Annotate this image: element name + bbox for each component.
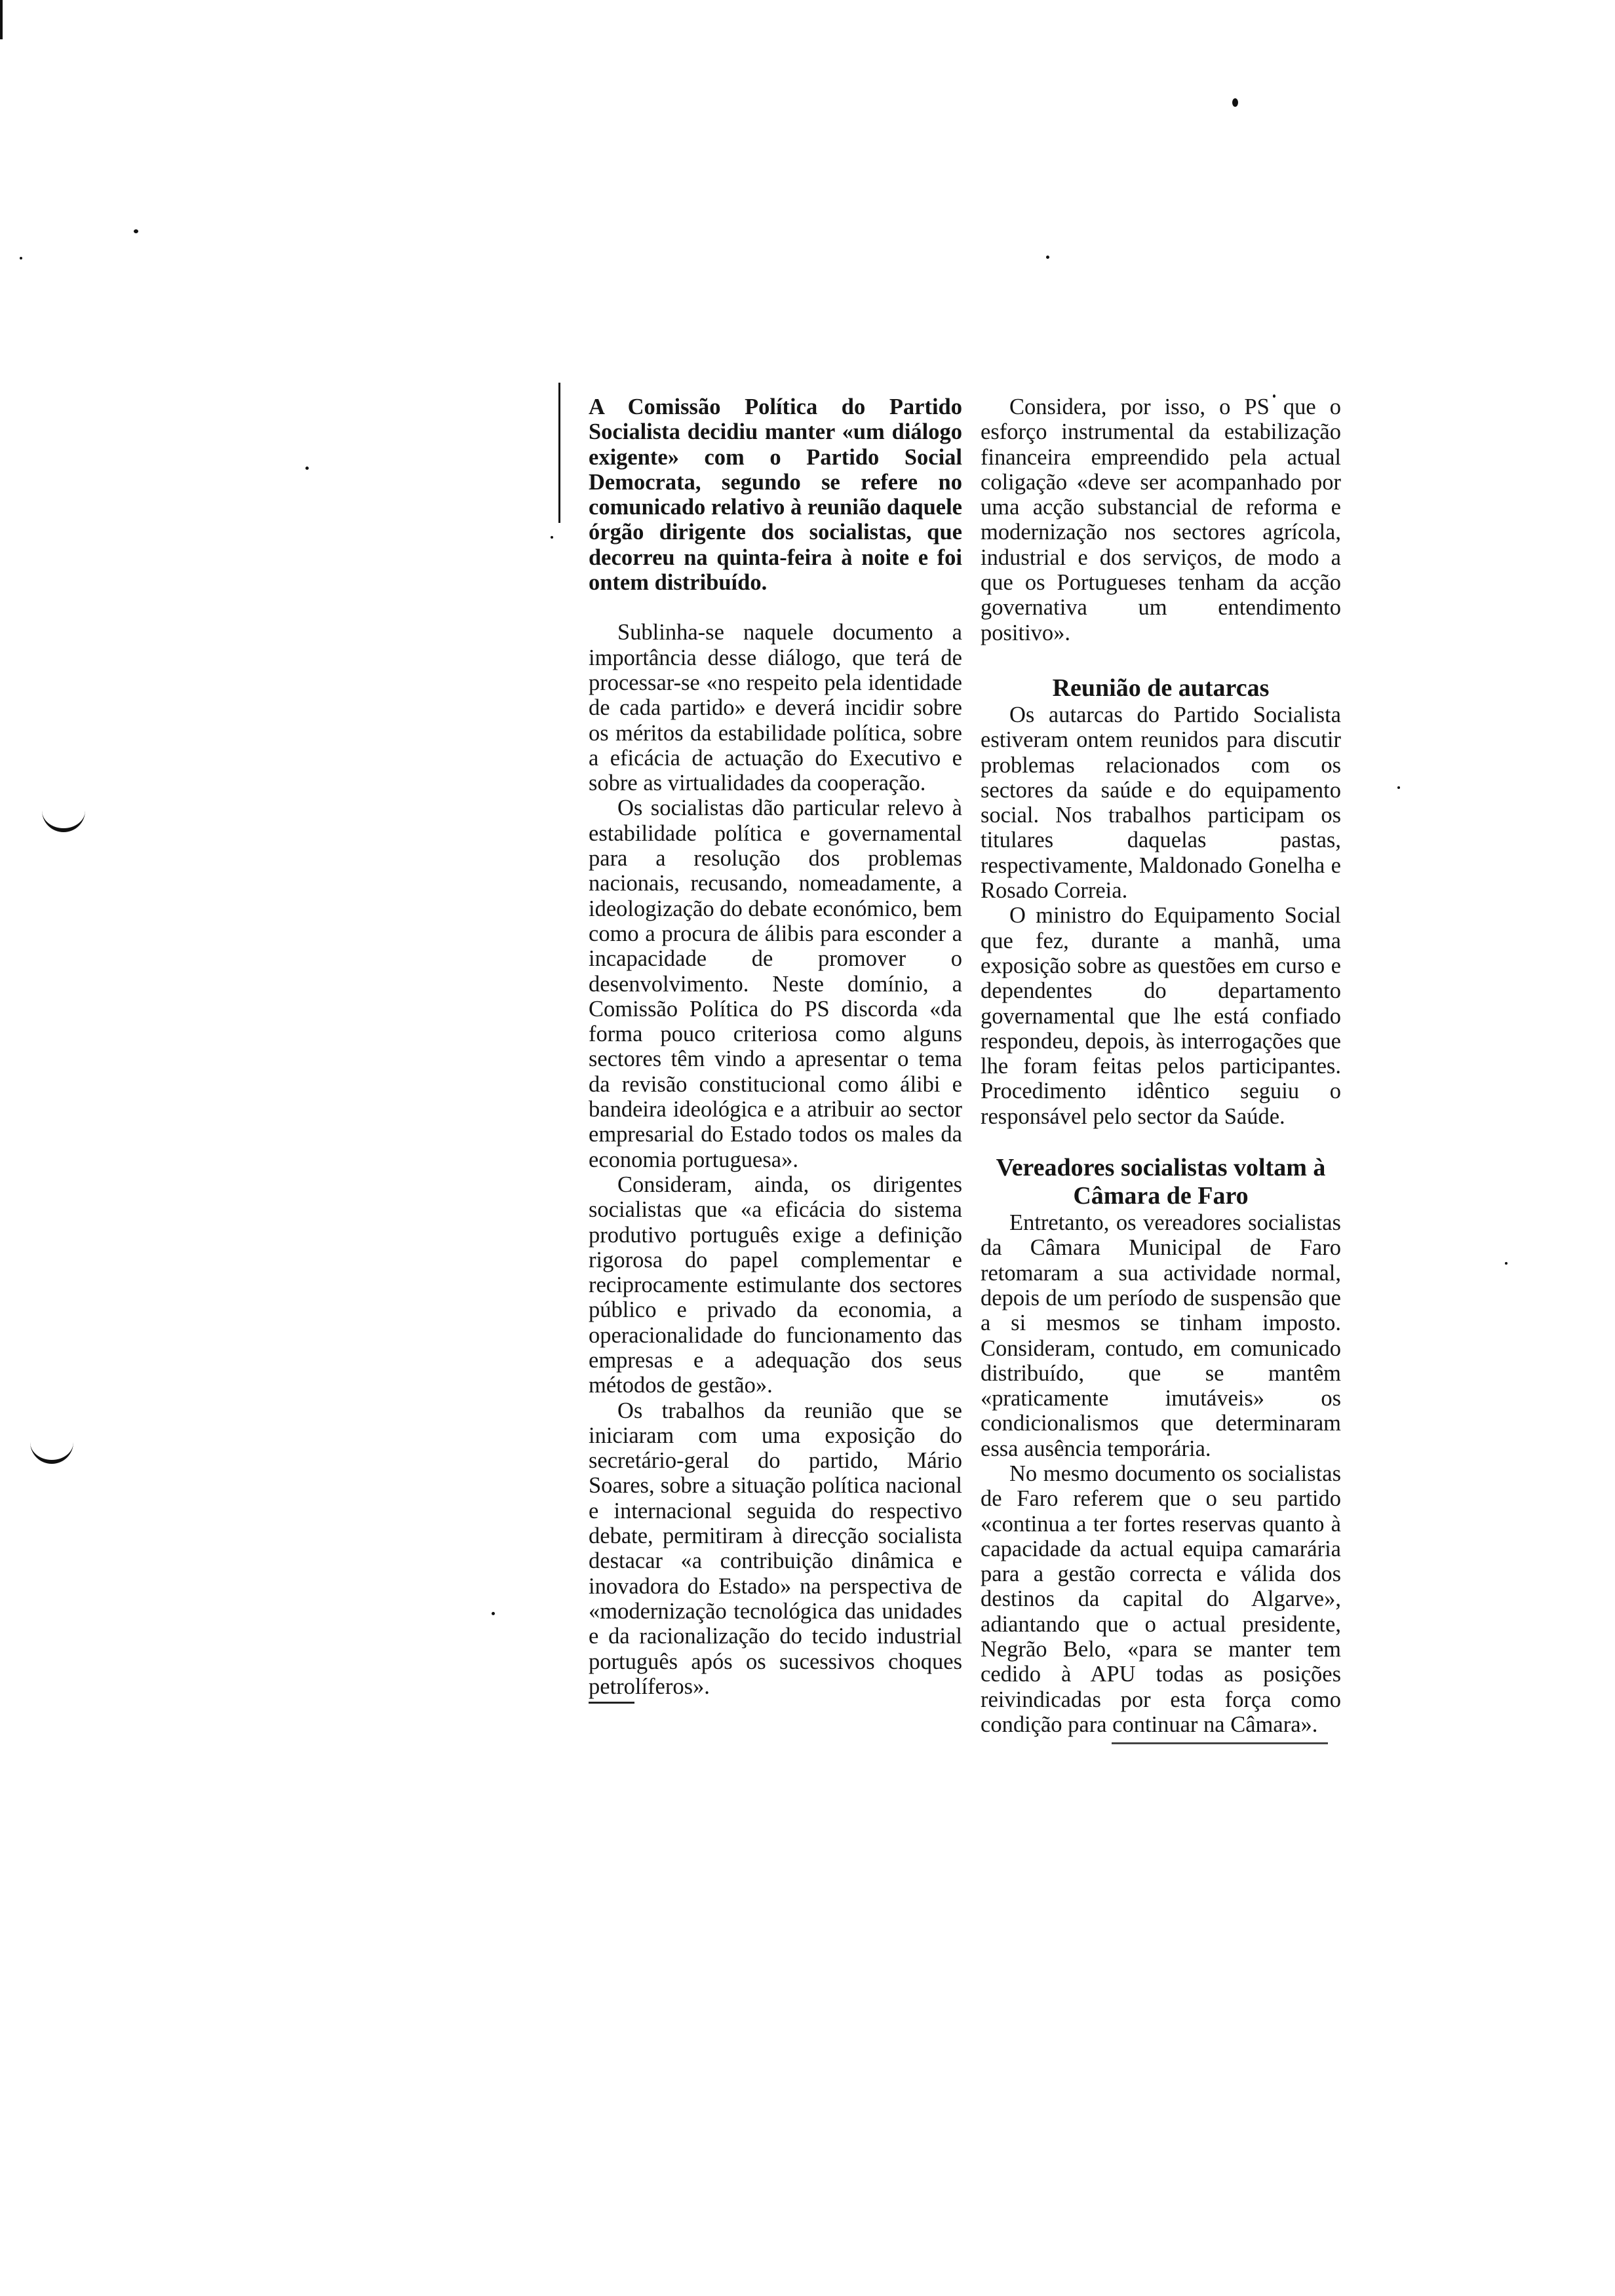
article-paragraph: Os autarcas do Partido Socialista estiveram ontem reunidos para discutir problemas relacionados com os sectores da saúde e do equipamento social. Nos trabalhos participam os titulares daquelas pastas, respectivamente, Maldonado Gonelha e Rosado Correia. — [981, 702, 1341, 904]
scan-speck — [305, 467, 309, 470]
article-paragraph: O ministro do Equipamento Social que fez, durante a manhã, uma exposição sobre as questões em curso e dependentes do departamento governamental que lhe está confiado respondeu, depois, às interrogações que lhe foram feitas pelos participantes. Procedimento idêntico seguiu o responsável pelo sector da Saúde. — [981, 903, 1341, 1129]
punch-hole-mark — [42, 810, 85, 832]
scan-speck — [492, 1612, 495, 1615]
article-lead: A Comissão Política do Partido Socialista decidiu manter «um diálogo exigente» com o Partido Social Democrata, segundo se refere no comunicado relativo à reunião daquele órgão dirigente dos socialistas, que decorreu na quinta-feira à noite e foi ontem distribuído. — [589, 394, 962, 596]
scan-speck — [1505, 1262, 1508, 1265]
scan-speck — [1397, 786, 1400, 789]
article-column-right — [981, 394, 1341, 1744]
section-heading-autarcas: Reunião de autarcas — [1052, 674, 1270, 702]
column-end-rule — [589, 1702, 634, 1704]
article-paragraph: Consideram, ainda, os dirigentes socialistas que «a eficácia do sistema produtivo português exige a definição rigorosa do papel complementar e reciprocamente estimulante dos sectores público e privado da economia, a operacionalidade do funcionamento das empresas e a adequação dos seus métodos de gestão». — [589, 1172, 962, 1398]
scan-speck — [551, 536, 553, 539]
punch-hole-mark — [30, 1442, 73, 1464]
article-paragraph: Os socialistas dão particular relevo à estabilidade política e governamental para a resolução dos problemas nacionais, recusando, nomeadamente, a ideologização do debate económico, bem como a procura de álibis para esconder a incapacidade de promover o desenvolvimento. Neste domínio, a Comissão Política do PS discorda «da forma pouco criteriosa como alguns sectores têm vindo a apresentar o tema da revisão constitucional como álibi e bandeira ideológica e a atribuir ao sector empresarial do Estado todos os males da economia portuguesa». — [589, 795, 962, 1172]
article-paragraph: Os trabalhos da reunião que se iniciaram com uma exposição do secretário-geral do partido, Mário Soares, sobre a situação política nacional e internacional seguida do respectivo debate, permitiram à direcção socialista destacar «a contribuição dinâmica e inovadora do Estado» na perspectiva de «modernização tecnológica das unidades e da racionalização do tecido industrial português após os sucessivos choques petrolíferos». — [589, 1398, 962, 1699]
margin-rule — [558, 383, 560, 523]
article-paragraph: Entretanto, os vereadores socialistas da Câmara Municipal de Faro retomaram a sua actividade normal, depois de um período de suspensão que a si mesmos se tinham imposto. Consideram, contudo, em comunicado distribuído, que se mantêm «praticamente imutáveis» os condicionalismos que determinaram essa ausência temporária. — [981, 1210, 1341, 1461]
article-paragraph: No mesmo documento os socialistas de Faro referem que o seu partido «continua a ter fortes reservas quanto à capacidade da actual equipa camarária para a gestão correcta e válida dos destinos da capital do Algarve», adiantando que o actual presidente, Negrão Belo, «para se manter tem cedido à APU todas as posições reivindicadas por esta força como condição para continuar na Câmara». — [981, 1461, 1341, 1737]
scan-speck — [134, 229, 138, 233]
scan-edge-mark — [0, 0, 3, 39]
scan-speck — [20, 257, 22, 259]
scan-speck — [1232, 98, 1238, 107]
article-paragraph: Considera, por isso, o PS que o esforço instrumental da estabilização financeira empreendido pela actual coligação «deve ser acompanhado por uma acção substancial de reforma e modernização nos sectores agrícola, industrial e dos serviços, de modo a que os Portugueses tenham da acção governativa um entendimento positivo». — [981, 394, 1341, 645]
section-heading-faro: Vereadores socialistas voltam à Câmara de Faro — [996, 1154, 1326, 1210]
article-paragraph: Sublinha-se naquele documento a importância desse diálogo, que terá de processar-se «no respeito pela identidade de cada partido» e deverá incidir sobre os méritos da estabilidade política, sobre a eficácia de actuação do Executivo e sobre as virtualidades da cooperação. — [589, 620, 962, 796]
column-end-rule — [1112, 1742, 1328, 1744]
scan-speck — [1046, 256, 1049, 259]
article-column-left — [589, 394, 962, 1704]
